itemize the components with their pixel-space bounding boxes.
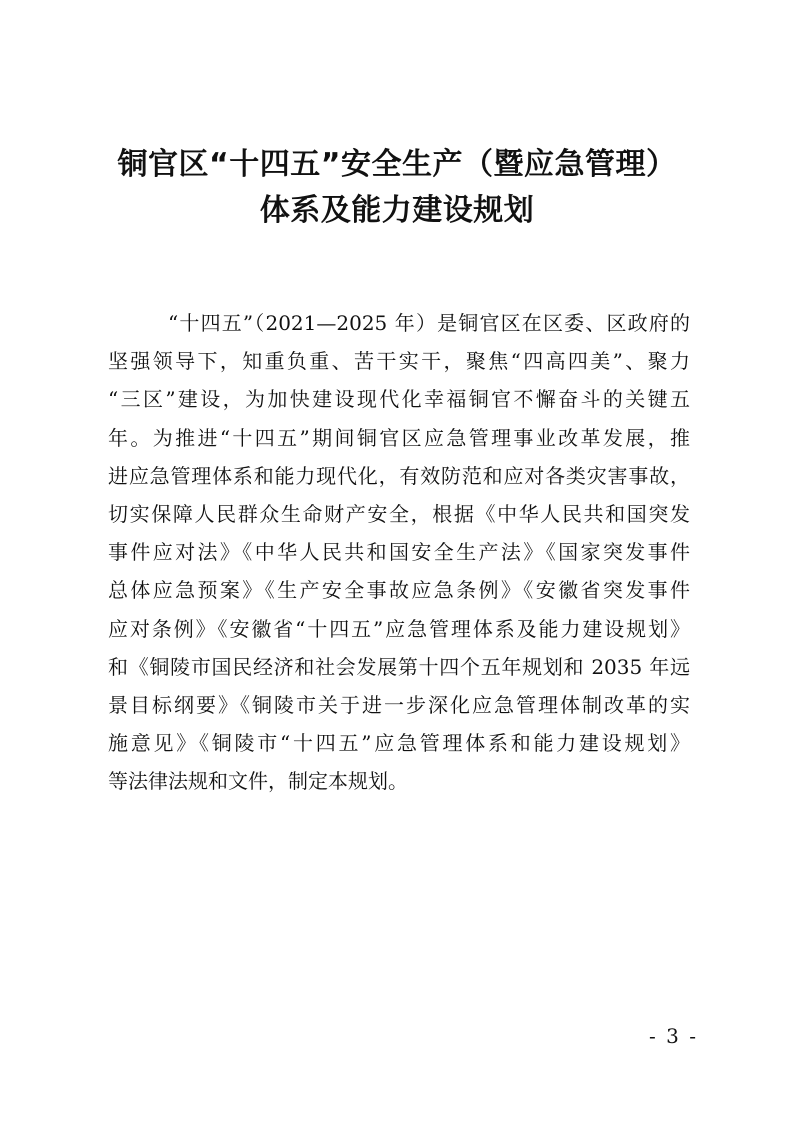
title-line-2: 体系及能力建设规划 [259,193,535,228]
paragraph-line: “十四五”（2021—2025 年）是铜官区在区委、区政府的 [168,311,690,335]
paragraph-line: 事件应对法》《中华人民共和国安全生产法》《国家突发事件 [108,540,690,565]
paragraph-line: 和《铜陵市国民经济和社会发展第十四个五年规划和 2035 年远 [108,654,690,679]
paragraph-line: 等法律法规和文件，制定本规划。 [108,769,408,794]
paragraph-line: 应对条例》《安徽省“十四五”应急管理体系及能力建设规划》 [108,616,690,641]
paragraph-line: 总体应急预案》《生产安全事故应急条例》《安徽省突发事件 [108,578,690,603]
title-line-1: 铜官区“十四五”安全生产（暨应急管理） [117,147,677,182]
paragraph-line: 进应急管理体系和能力现代化，有效防范和应对各类灾害事故， [108,463,690,488]
paragraph-line: 施意见》《铜陵市“十四五”应急管理体系和能力建设规划》 [108,731,690,756]
paragraph-line: “三区”建设，为加快建设现代化幸福铜官不懈奋斗的关键五 [108,387,690,412]
body-paragraph [108,304,690,801]
paragraph-line: 坚强领导下，知重负重、苦干实干，聚焦“四高四美”、聚力 [108,349,690,374]
paragraph-line: 年。为推进“十四五”期间铜官区应急管理事业改革发展，推 [108,425,690,450]
page-number: - 3 - [649,1024,698,1048]
paragraph-line: 切实保障人民群众生命财产安全，根据《中华人民共和国突发 [108,502,690,527]
document-title [60,142,734,234]
paragraph-line: 景目标纲要》《铜陵市关于进一步深化应急管理体制改革的实 [108,693,690,718]
